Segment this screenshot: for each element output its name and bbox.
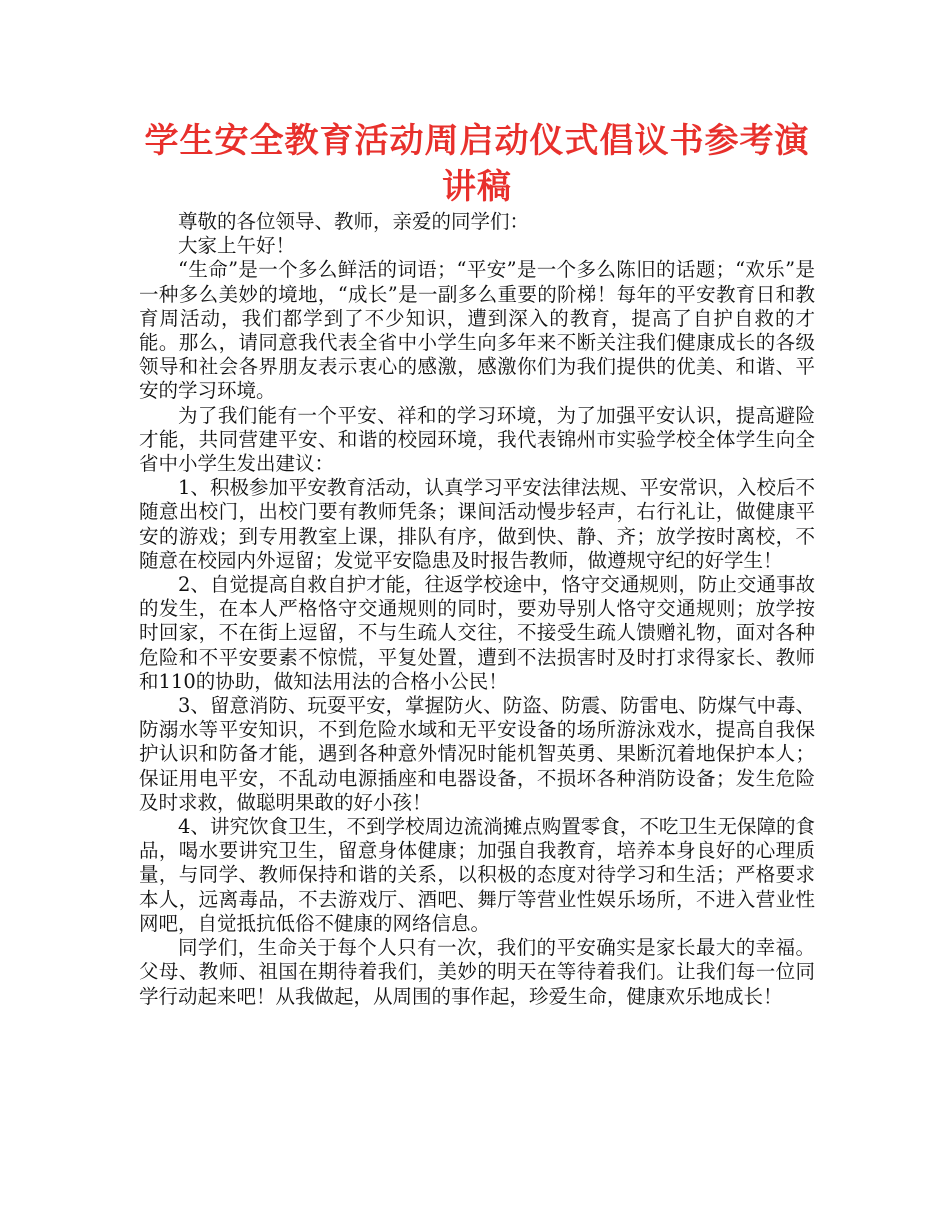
proposal-item-1: 1、积极参加平安教育活动，认真学习平安法律法规、平安常识，入校后不随意出校门，出校门要有教师凭条；课间活动慢步轻声，右行礼让，做健康平安的游戏；到专用教室上课，排队有序，做到快、静、齐；放学按时离校，不随意在校园内外逗留；发觉平安隐患及时报告教师，做遵规守纪的好学生！ — [139, 476, 815, 572]
salutation: 尊敬的各位领导、教师，亲爱的同学们： — [178, 210, 530, 233]
proposal-item-2: 2、自觉提高自救自护才能，往返学校途中，恪守交通规则，防止交通事故的发生，在本人严格恪守交通规则的同时，要劝导别人恪守交通规则；放学按时回家，不在街上逗留，不与生疏人交往，不接受生疏人馈赠礼物，面对各种危险和不平安要素不惊慌，平复处置，遭到不法损害时及时打求得家长、教师和110的协助，做知法用法的合格小公民！ — [139, 573, 815, 693]
greeting: 大家上午好！ — [178, 234, 296, 258]
proposal-item-4: 4、讲究饮食卫生，不到学校周边流淌摊点购置零食，不吃卫生无保障的食品，喝水要讲究卫生，留意身体健康；加强自我教育，培养本身良好的心理质量，与同学、教师保持和谐的关系，以积极的态度对待学习和生活；严格要求本人，远离毒品，不去游戏厅、酒吧、舞厅等营业性娱乐场所，不进入营业性网吧，自觉抵抗低俗不健康的网络信息。 — [139, 815, 815, 935]
proposal-item-3: 3、留意消防、玩耍平安，掌握防火、防盗、防震、防雷电、防煤气中毒、防溺水等平安知识，不到危险水域和无平安设备的场所游泳戏水，提高自我保护认识和防备才能，遇到各种意外情况时能机智英勇、果断沉着地保护本人；保证用电平安，不乱动电源插座和电器设备，不损坏各种消防设备；发生危险及时求救，做聪明果敢的好小孩！ — [139, 694, 815, 814]
closing-paragraph: 同学们，生命关于每个人只有一次，我们的平安确实是家长最大的幸福。父母、教师、祖国在期待着我们，美妙的明天在等待着我们。让我们每一位同学行动起来吧！从我做起，从周围的事作起，珍爱生命，健康欢乐地成长！ — [139, 936, 815, 1008]
body-paragraph: 为了我们能有一个平安、祥和的学习环境，为了加强平安认识，提高避险才能，共同营建平安、和谐的校园环境，我代表锦州市实验学校全体学生向全省中小学生发出建议： — [139, 403, 815, 476]
document-body — [139, 210, 815, 1009]
document-title: 学生安全教育活动周启动仪式倡议书参考演讲稿 — [144, 121, 810, 207]
body-paragraph: “生命”是一个多么鲜活的词语；“平安”是一个多么陈旧的话题；“欢乐”是一种多么美妙的境地，“成长”是一副多么重要的阶梯！每年的平安教育日和教育周活动，我们都学到了不少知识，遭到深入的教育，提高了自护自救的才能。那么，请同意我代表全省中小学生向多年来不断关注我们健康成长的各级领导和社会各界朋友表示衷心的感激，感激你们为我们提供的优美、和谐、平安的学习环境。 — [139, 258, 815, 403]
